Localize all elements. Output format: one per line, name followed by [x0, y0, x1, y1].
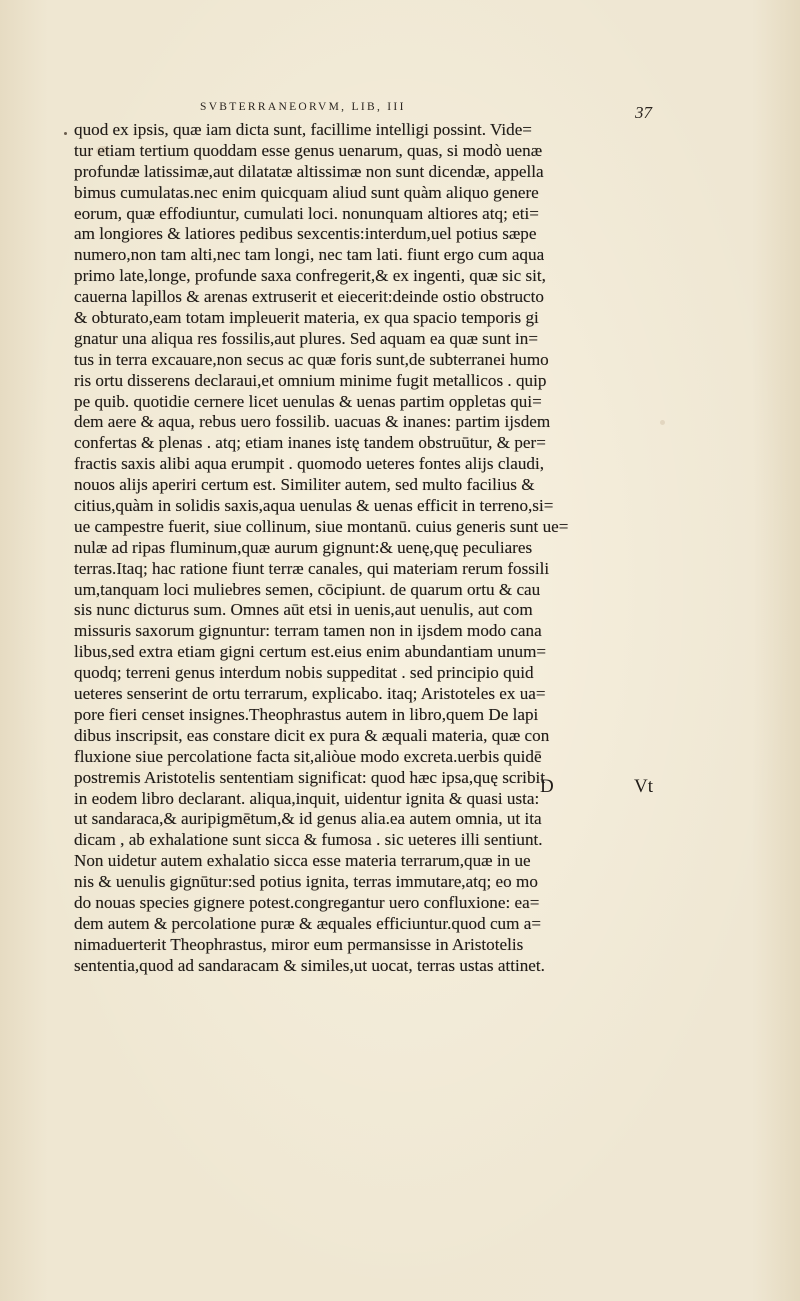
signature-mark: D: [540, 776, 554, 797]
text-line: postremis Aristotelis sententiam significat: quod hæc ipsa,quę scribit: [74, 767, 546, 787]
text-line: ue campestre fuerit, siue collinum, siue montanū. cuius generis sunt ue=: [74, 516, 569, 536]
text-line: nis & uenulis gignūtur:sed potius ignita, terras immutare,atq; eo mo: [74, 872, 538, 892]
running-head: SVBTERRANEORVM, LIB, III: [200, 101, 406, 113]
margin-mark: [64, 132, 67, 135]
text-line: sis nunc dicturus sum. Omnes aūt etsi in uenis,aut uenulis, aut com: [74, 600, 533, 620]
text-line: dicam , ab exhalatione sunt sicca & fumosa . sic ueteres illi sentiunt.: [74, 830, 543, 850]
text-line: pe quib. quotidie cernere licet uenulas & uenas partim oppletas qui=: [74, 391, 542, 411]
text-line: nouos alijs aperiri certum est. Similiter autem, sed multo facilius &: [74, 475, 535, 495]
text-line: citius,quàm in solidis saxis,aqua uenulas & uenas efficit in terreno,si=: [74, 496, 554, 516]
text-line: confertas & plenas . atq; etiam inanes istę tandem obstruūtur, & per=: [74, 433, 546, 453]
text-line: profundæ latissimæ,aut dilatatæ altissimæ non sunt dicendæ, appella: [74, 161, 544, 181]
text-line: fractis saxis alibi aqua erumpit . quomodo ueteres fontes alijs claudi,: [74, 454, 545, 474]
text-line: quod ex ipsis, quæ iam dicta sunt, facillime intelligi possint. Vide=: [74, 120, 532, 139]
text-line: numero,non tam alti,nec tam longi, nec tam lati. fiunt ergo cum aqua: [74, 245, 545, 265]
text-line: quodq; terreni genus interdum nobis suppeditat . sed principio quid: [74, 663, 534, 683]
text-line: & obturato,eam totam impleuerit materia, ex qua spacio temporis gi: [74, 308, 539, 328]
text-line: cauerna lapillos & arenas extruserit et eiecerit:deinde ostio obstructo: [74, 287, 544, 307]
text-line: nulæ ad ripas fluminum,quæ aurum gignunt:& uenę,quę peculiares: [74, 537, 533, 557]
text-line: nimaduerterit Theophrastus, miror eum permansisse in Aristotelis: [74, 934, 524, 954]
text-line: libus,sed extra etiam gigni certum est.eius enim abundantiam unum=: [74, 642, 547, 662]
text-line: primo late,longe, profunde saxa confregerit,& ex ingenti, quæ sic sit,: [74, 266, 546, 286]
text-line: tur etiam tertium quoddam esse genus uenarum, quas, si modò uenæ: [74, 140, 543, 160]
catchword: Vt: [634, 776, 653, 797]
text-line: ut sandaraca,& auripigmētum,& id genus alia.ea autem omnia, ut ita: [74, 809, 542, 829]
text-line: ris ortu disserens declaraui,et omnium minime fugit metallicos . quip: [74, 370, 547, 390]
text-line: pore fieri censet insignes.Theophrastus autem in libro,quem De lapi: [74, 704, 539, 724]
text-line: dem autem & percolatione puræ & æquales efficiuntur.quod cum a=: [74, 913, 542, 933]
text-line: fluxione siue percolatione facta sit,aliòue modo excreta.uerbis quidē: [74, 746, 542, 766]
text-line: missuris saxorum gignuntur: terram tamen non in ijsdem modo cana: [74, 621, 542, 641]
text-line: dibus inscripsit, eas constare dicit ex pura & æquali materia, quæ con: [74, 725, 550, 745]
text-line: sententia,quod ad sandaracam & similes,ut uocat, terras ustas attinet.: [74, 955, 545, 975]
text-line: terras.Itaq; hac ratione fiunt terræ canales, qui materiam rerum fossili: [74, 558, 550, 578]
body-text: [74, 120, 684, 977]
text-line: tus in terra excauare,non secus ac quæ foris sunt,de subterranei humo: [74, 349, 549, 369]
text-line: ueteres senserint de ortu terrarum, explicabo. itaq; Aristoteles ex ua=: [74, 684, 546, 704]
text-line: eorum, quæ effodiuntur, cumulati loci. nonunquam altiores atq; eti=: [74, 203, 539, 223]
text-line: um,tanquam loci muliebres semen, cōcipiunt. de quarum ortu & cau: [74, 579, 541, 599]
page-footer: [540, 776, 680, 802]
text-line: Non uidetur autem exhalatio sicca esse materia terrarum,quæ in ue: [74, 851, 531, 871]
text-line: am longiores & latiores pedibus sexcentis:interdum,uel potius sæpe: [74, 224, 537, 244]
text-line: gnatur una aliqua res fossilis,aut plures. Sed aquam ea quæ sunt in=: [74, 328, 539, 348]
text-line: in eodem libro declarant. aliqua,inquit, uidentur ignita & quasi usta:: [74, 788, 540, 808]
text-line: dem aere & aqua, rebus uero fossilib. uacuas & inanes: partim ijsdem: [74, 412, 551, 432]
page-number: 37: [635, 103, 652, 122]
text-line: bimus cumulatas.nec enim quicquam aliud sunt quàm aliquo genere: [74, 182, 539, 202]
text-line: do nouas species gignere potest.congregantur uero confluxione: ea=: [74, 892, 540, 912]
